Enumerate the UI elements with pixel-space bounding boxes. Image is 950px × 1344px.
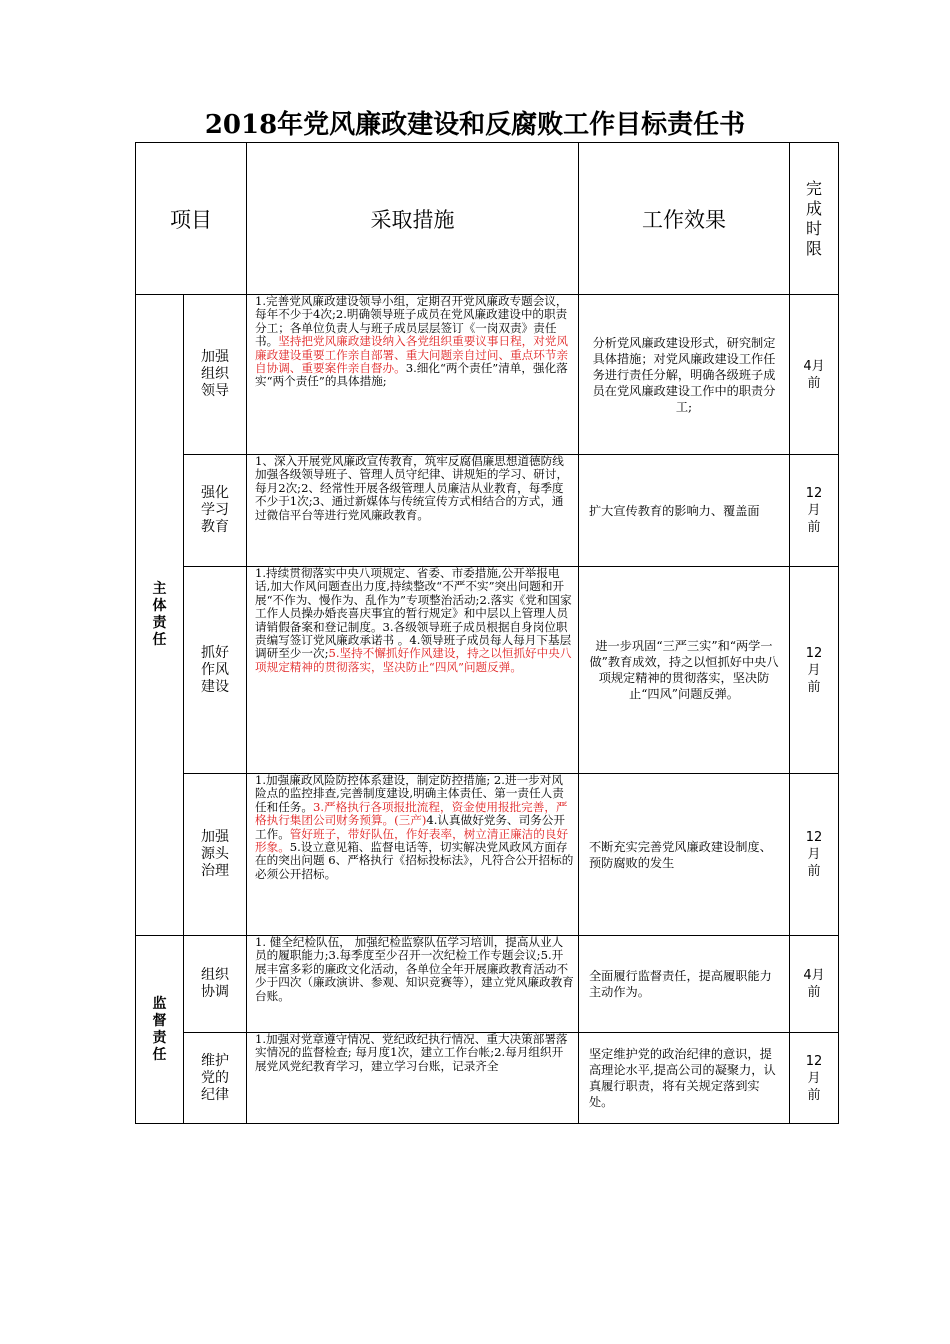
header-deadline: 完 成 时 限 bbox=[790, 143, 839, 295]
measure-item: 2.落实《党和国家工作人员操办婚丧喜庆事宜的暂行规定》和中层以上管理人员请销假备案和登记制度。 bbox=[255, 592, 572, 634]
measure-item: 1.加强对党章遵守情况、党纪政纪执行情况、重大决策部署落实情况的监督检查; 每月度1次，建立工作台帐; bbox=[255, 1032, 568, 1060]
measure-item: 2.明确领导班子成员在党风廉政建设中的职责分工；各单位负责人与班子成员层层签订《一岗双责》责任书。 bbox=[255, 307, 568, 349]
row-deadline: 4月 前 bbox=[790, 936, 839, 1033]
measure-item: 5.开展丰富多彩的廉政文化活动，各单位全年开展廉政教育活动不少于四次（廉政演讲、参观、知识竞赛等），建立党风廉政教育台账。 bbox=[255, 948, 574, 1003]
header-item: 项目 bbox=[136, 143, 247, 295]
row-effect: 分析党风廉政建设形式，研究制定具体措施；对党风廉政建设工作任务进行责任分解，明确各级班子成员在党风廉政建设工作中的职责分工; bbox=[579, 295, 790, 455]
measure-item: 1.完善党风廉政建设领导小组，定期召开党风廉政专题会议，每年不少于4次; bbox=[255, 294, 568, 322]
responsibility-table bbox=[135, 142, 839, 1124]
section-label: 监 督 责 任 bbox=[136, 936, 184, 1124]
row-measures bbox=[247, 295, 579, 455]
table-header-row bbox=[136, 143, 839, 295]
table-row bbox=[136, 936, 839, 1033]
header-effect: 工作效果 bbox=[579, 143, 790, 295]
table-row bbox=[136, 1033, 839, 1124]
row-item-label: 组织 协调 bbox=[184, 936, 247, 1033]
row-measures bbox=[247, 1033, 579, 1124]
table-row bbox=[136, 774, 839, 936]
header-measures: 采取措施 bbox=[247, 143, 579, 295]
row-item-label: 维护 党的 纪律 bbox=[184, 1033, 247, 1124]
page-title: 2018年党风廉政建设和反腐败工作目标责任书 bbox=[204, 110, 746, 140]
measure-item: 3、通过新媒体与传统宣传方式相结合的方式，通过微信平台等进行党风廉政教育。 bbox=[255, 494, 564, 522]
section-label: 主 体 责 任 bbox=[136, 295, 184, 936]
measure-item: 管好班子，带好队伍，作好表率，树立清正廉洁的良好形象。 bbox=[255, 826, 569, 855]
measure-item: 1.加强廉政风险防控体系建设，制定防控措施; 2.进一步对风险点的监控排查,完善制度建设,明确主体责任、第一责任人责任和任务。 bbox=[255, 773, 564, 814]
row-deadline: 12 月 前 bbox=[790, 774, 839, 936]
measure-item: 3.细化“两个责任”清单，强化落实“两个责任”的具体措施; bbox=[255, 361, 568, 389]
measure-item: 1、深入开展党风廉政宣传教育，筑牢反腐倡廉思想道德防线加强各级领导班子、管理人员守纪律、讲规矩的学习、研讨，每月2次; bbox=[255, 454, 569, 495]
measure-item: 3.严格执行各项报批流程，资金使用报批完善，严格执行集团公司财务预算。(三产) bbox=[255, 799, 568, 828]
measure-item: 4.认真做好党务、司务公开工作。 bbox=[255, 813, 565, 841]
table-row bbox=[136, 295, 839, 455]
measure-item: 3.各级领导班子成员根据自身岗位职责编写签订党风廉政承诺书 。 bbox=[255, 619, 568, 648]
row-deadline: 12 月 前 bbox=[790, 1033, 839, 1124]
row-measures bbox=[247, 567, 579, 774]
row-effect: 不断充实完善党风廉政建设制度、预防腐败的发生 bbox=[579, 774, 790, 936]
measure-item: 3.每季度至少召开一次纪检工作专题会议; bbox=[328, 948, 541, 963]
measure-item: 1.持续贯彻落实中央八项规定、省委、市委措施,公开举报电话,加大作风问题查出力度,持续整改“不严不实”突出问题和开展“不作为、慢作为、乱作为”专项整治活动; bbox=[255, 566, 565, 607]
row-item-label: 强化 学习 教育 bbox=[184, 455, 247, 567]
row-effect: 扩大宣传教育的影响力、覆盖面 bbox=[579, 455, 790, 567]
measure-item: 2、经常性开展各级管理人员廉洁从业教育，每季度不少于1次; bbox=[255, 480, 564, 509]
measure-item: 1. 健全纪检队伍， 加强纪检监察队伍学习培训，提高从业人员的履职能力; bbox=[255, 935, 564, 963]
row-item-label: 抓好 作风 建设 bbox=[184, 567, 247, 774]
measure-item: 坚持把党风廉政建设纳入各党组织重要议事日程，对党风廉政建设重要工作亲自部署、重大问题亲自过问、重点环节亲自协调、重要案件亲自督办。 bbox=[255, 334, 569, 376]
table-row bbox=[136, 567, 839, 774]
row-item-label: 加强 源头 治理 bbox=[184, 774, 247, 936]
table-row bbox=[136, 455, 839, 567]
row-effect: 坚定维护党的政治纪律的意识，提高理论水平,提高公司的凝聚力，认真履行职责，将有关规定落到实处。 bbox=[579, 1033, 790, 1124]
row-effect: 进一步巩固“三严三实”和“两学一做”教育成效，持之以恒抓好中央八项规定精神的贯彻落实，坚决防止“四风”问题反弹。 bbox=[579, 567, 790, 774]
row-item-label: 加强 组织 领导 bbox=[184, 295, 247, 455]
row-deadline: 12 月 前 bbox=[790, 567, 839, 774]
row-measures bbox=[247, 455, 579, 567]
row-deadline: 4月 前 bbox=[790, 295, 839, 455]
measure-item: 5.设立意见箱、监督电话等，切实解决党风政风方面存在的突出问题 6、严格执行《招标投标法》，凡符合公开招标的必须公开招标。 bbox=[255, 840, 574, 881]
measure-item: 5.坚持不懈抓好作风建设，持之以恒抓好中央八项规定精神的贯彻落实，坚决防止“四风”问题反弹。 bbox=[255, 646, 572, 674]
row-measures bbox=[247, 936, 579, 1033]
row-deadline: 12 月 前 bbox=[790, 455, 839, 567]
measure-item: 2.每月组织开展党风党纪教育学习，建立学习台账，记录齐全 bbox=[255, 1045, 564, 1073]
measure-item: 4.领导班子成员每人每月下基层调研至少一次; bbox=[255, 633, 572, 661]
row-effect: 全面履行监督责任，提高履职能力主动作为。 bbox=[579, 936, 790, 1033]
row-measures bbox=[247, 774, 579, 936]
